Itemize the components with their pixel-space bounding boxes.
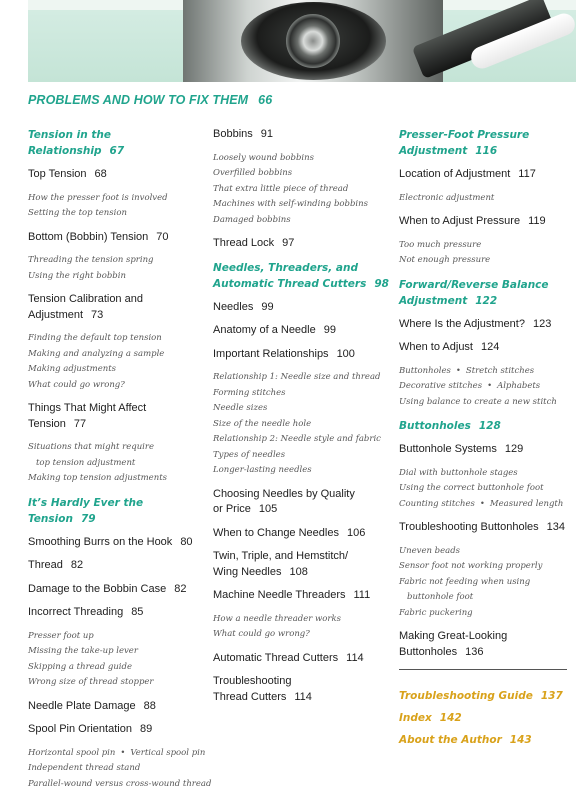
subtopic: Making and analyzing a sample xyxy=(28,348,165,359)
subtopic: How the presser foot is involved xyxy=(28,192,168,203)
toc-entry[interactable]: Needle Plate Damage 88 xyxy=(28,699,156,712)
toc-subtopics xyxy=(399,364,569,411)
toc-entry[interactable]: Bottom (Bobbin) Tension 70 xyxy=(28,230,169,243)
toc-subtopics xyxy=(399,238,569,269)
subtopic: Electronic adjustment xyxy=(399,192,495,203)
subtopic: top tension adjustment xyxy=(36,457,136,468)
subtopic: Situations that might require xyxy=(28,442,154,452)
subtopic: Forming stitches xyxy=(213,387,286,398)
section-heading[interactable]: Buttonholes 128 xyxy=(399,420,501,432)
toc-entry[interactable]: Damage to the Bobbin Case 82 xyxy=(28,582,187,595)
toc-entry[interactable]: Things That Might Affect Tension 77 xyxy=(28,402,147,430)
chapter-title: PROBLEMS AND HOW TO FIX THEM xyxy=(28,93,249,107)
toc-entry[interactable]: Machine Needle Threaders 111 xyxy=(213,589,371,601)
toc-subtopics xyxy=(213,612,391,643)
toc-subtopics xyxy=(28,746,212,793)
toc-subtopics xyxy=(213,151,391,229)
subtopic: Threading the tension spring xyxy=(28,255,154,265)
back-matter-about-the-author[interactable]: About the Author 143 xyxy=(399,734,532,746)
toc-entry[interactable]: Incorrect Threading 85 xyxy=(28,606,144,618)
toc-entry[interactable]: Twin, Triple, and Hemstitch/ Wing Needles 108 xyxy=(213,550,349,578)
header-photo xyxy=(28,0,576,82)
subtopic: Parallel-wound versus cross-wound thread xyxy=(28,778,212,789)
toc-entry[interactable]: Important Relationships 100 xyxy=(213,347,355,360)
toc-column-2 xyxy=(213,127,391,713)
subtopic: Finding the default top tension xyxy=(28,333,162,343)
toc-entry[interactable]: Anatomy of a Needle 99 xyxy=(213,324,336,336)
toc-entry[interactable]: Choosing Needles by Quality or Price 105 xyxy=(213,487,355,515)
toc-entry[interactable]: Automatic Thread Cutters 114 xyxy=(213,651,364,664)
subtopic: Buttonholes • Stretch stitches xyxy=(399,365,535,376)
subtopic: Fabric puckering xyxy=(399,607,473,618)
section-heading[interactable]: Tension in the Relationship 67 xyxy=(28,129,125,157)
subtopic: Wrong size of thread stopper xyxy=(28,677,154,687)
subtopic: Relationship 1: Needle size and thread xyxy=(213,372,381,382)
toc-entry[interactable]: Spool Pin Orientation 89 xyxy=(28,723,153,735)
toc-entry[interactable]: Thread 82 xyxy=(28,559,84,571)
back-matter-troubleshooting-guide[interactable]: Troubleshooting Guide 137 xyxy=(399,690,563,702)
subtopic: buttonhole foot xyxy=(407,592,474,602)
toc-entry[interactable]: Troubleshooting Buttonholes 134 xyxy=(399,521,565,533)
subtopic: Using balance to create a new stitch xyxy=(399,396,557,407)
toc-subtopics xyxy=(399,191,569,207)
subtopic: Needle sizes xyxy=(213,403,268,413)
subtopic: That extra little piece of thread xyxy=(213,183,349,194)
subtopic: Making top tension adjustments xyxy=(28,473,167,483)
toc-entry[interactable]: Needles 99 xyxy=(213,300,274,313)
toc-entry[interactable]: When to Adjust 124 xyxy=(399,341,500,353)
subtopic: Uneven beads xyxy=(399,545,461,556)
subtopic: Presser foot up xyxy=(28,630,94,641)
toc-entry[interactable]: Top Tension 68 xyxy=(28,168,107,180)
toc-subtopics xyxy=(28,191,204,222)
subtopic: Skipping a thread guide xyxy=(28,661,132,672)
toc-entry[interactable]: Bobbins 91 xyxy=(213,128,274,140)
subtopic: What could go wrong? xyxy=(213,629,310,639)
toc-entry[interactable]: Thread Lock 97 xyxy=(213,237,295,249)
toc-subtopics xyxy=(213,370,391,479)
chapter-heading xyxy=(28,93,272,107)
subtopic: How a needle threader works xyxy=(213,613,341,624)
toc-column-1 xyxy=(28,127,212,800)
section-heading[interactable]: It’s Hardly Ever the Tension 79 xyxy=(28,496,144,525)
subtopic: Sensor foot not working properly xyxy=(399,561,543,571)
subtopic: Independent thread stand xyxy=(28,763,141,773)
toc-entry[interactable]: Making Great-Looking Buttonholes 136 xyxy=(399,630,508,658)
toc-entry[interactable]: Buttonhole Systems 129 xyxy=(399,443,524,455)
subtopic: Dial with buttonhole stages xyxy=(399,467,518,478)
subtopic: What could go wrong? xyxy=(28,379,125,390)
toc-entry[interactable]: When to Change Needles 106 xyxy=(213,526,366,539)
subtopic: Making adjustments xyxy=(28,364,116,374)
toc-entry[interactable]: When to Adjust Pressure 119 xyxy=(399,215,546,227)
subtopic: Longer-lasting needles xyxy=(213,465,312,475)
subtopic: Size of the needle hole xyxy=(213,418,312,429)
subtopic: Missing the take-up lever xyxy=(28,646,138,656)
toc-subtopics xyxy=(399,544,569,622)
toc-entry[interactable]: Location of Adjustment 117 xyxy=(399,168,536,180)
divider xyxy=(399,669,567,670)
subtopic: Using the right bobbin xyxy=(28,270,126,281)
section-heading[interactable]: Needles, Threaders, and Automatic Thread Cutters 98 xyxy=(213,261,389,290)
subtopic: Counting stitches • Measured length xyxy=(399,498,564,509)
back-matter-index[interactable]: Index 142 xyxy=(399,712,462,724)
subtopic: Fabric not feeding when using xyxy=(399,576,531,587)
subtopic: Horizontal spool pin • Vertical spool pin xyxy=(28,747,206,758)
subtopic: Damaged bobbins xyxy=(213,214,291,225)
toc-entry[interactable]: Troubleshooting Thread Cutters 114 xyxy=(213,675,312,703)
toc-subtopics xyxy=(28,440,204,487)
subtopic: Types of needles xyxy=(213,449,286,460)
subtopic: Loosely wound bobbins xyxy=(213,152,314,163)
section-heading[interactable]: Forward/Reverse Balance Adjustment 122 xyxy=(399,278,549,307)
subtopic: Overfilled bobbins xyxy=(213,168,293,178)
toc-subtopics xyxy=(28,629,204,691)
subtopic: Relationship 2: Needle style and fabric xyxy=(213,434,381,444)
toc-subtopics xyxy=(28,331,204,393)
toc-entry[interactable]: Tension Calibration and Adjustment 73 xyxy=(28,293,143,321)
subtopic: Using the correct buttonhole foot xyxy=(399,483,544,493)
toc-entry[interactable]: Where Is the Adjustment? 123 xyxy=(399,317,552,330)
toc-entry[interactable]: Smoothing Burrs on the Hook 80 xyxy=(28,535,193,548)
toc-subtopics xyxy=(399,466,569,513)
subtopic: Machines with self-winding bobbins xyxy=(213,199,368,209)
section-heading[interactable]: Presser-Foot Pressure Adjustment 116 xyxy=(399,129,530,157)
subtopic: Decorative stitches • Alphabets xyxy=(399,381,541,391)
chapter-page: 66 xyxy=(258,93,273,107)
subtopic: Setting the top tension xyxy=(28,208,127,218)
subtopic: Too much pressure xyxy=(399,239,482,250)
subtopic: Not enough pressure xyxy=(399,255,491,265)
toc-subtopics xyxy=(28,253,204,284)
toc-column-3 xyxy=(399,127,569,754)
